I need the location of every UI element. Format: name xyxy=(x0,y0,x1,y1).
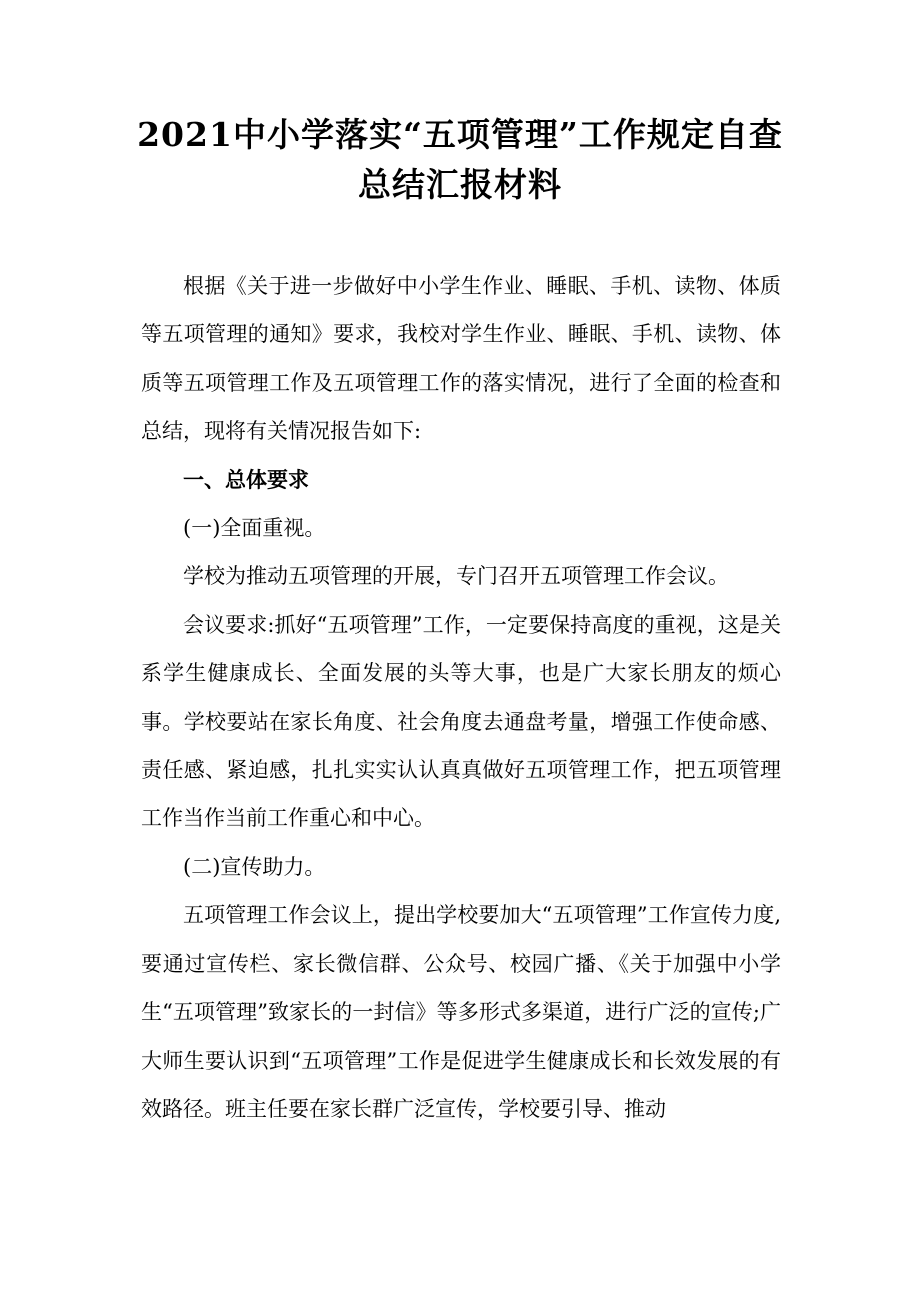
subsection-heading-publicity: (二)宣传助力。 xyxy=(183,854,326,879)
body-paragraph: 学校为推动五项管理的开展，专门召开五项管理工作会议。 xyxy=(183,564,729,589)
document-title-line-2: 总结汇报材料 xyxy=(358,165,562,204)
body-paragraph: 五项管理工作会议上，提出学校要加大“五项管理”工作宣传力度,要通过宣传栏、家长微信群、公众号、校园广播、《关于加强中小学生“五项管理”致家长的一封信》等多形式多渠道，进行广泛的宣传;广大师生要认识到“五项管理”工作是促进学生健康成长和长效发展的有效路径。班主任要在家长群广泛宣传，学校要引导、推动 xyxy=(141,903,781,1121)
section-heading-overall-requirements: 一、总体要求 xyxy=(183,466,309,492)
intro-paragraph: 根据《关于进一步做好中小学生作业、睡眠、手机、读物、体质等五项管理的通知》要求，我校对学生作业、睡眠、手机、读物、体质等五项管理工作及五项管理工作的落实情况，进行了全面的检查和总结，现将有关情况报告如下: xyxy=(141,274,781,444)
document-body xyxy=(141,262,781,1133)
subsection-heading-full-attention: (一)全面重视。 xyxy=(183,516,326,541)
body-paragraph: 会议要求:抓好“五项管理”工作，一定要保持高度的重视，这是关系学生健康成长、全面发展的头等大事，也是广大家长朋友的烦心事。学校要站在家长角度、社会角度去通盘考量，增强工作使命感、责任感、紧迫感，扎扎实实认认真真做好五项管理工作，把五项管理工作当作当前工作重心和中心。 xyxy=(141,612,781,831)
document-title-line-1: 2021中小学落实“五项管理”工作规定自查 xyxy=(137,115,783,154)
